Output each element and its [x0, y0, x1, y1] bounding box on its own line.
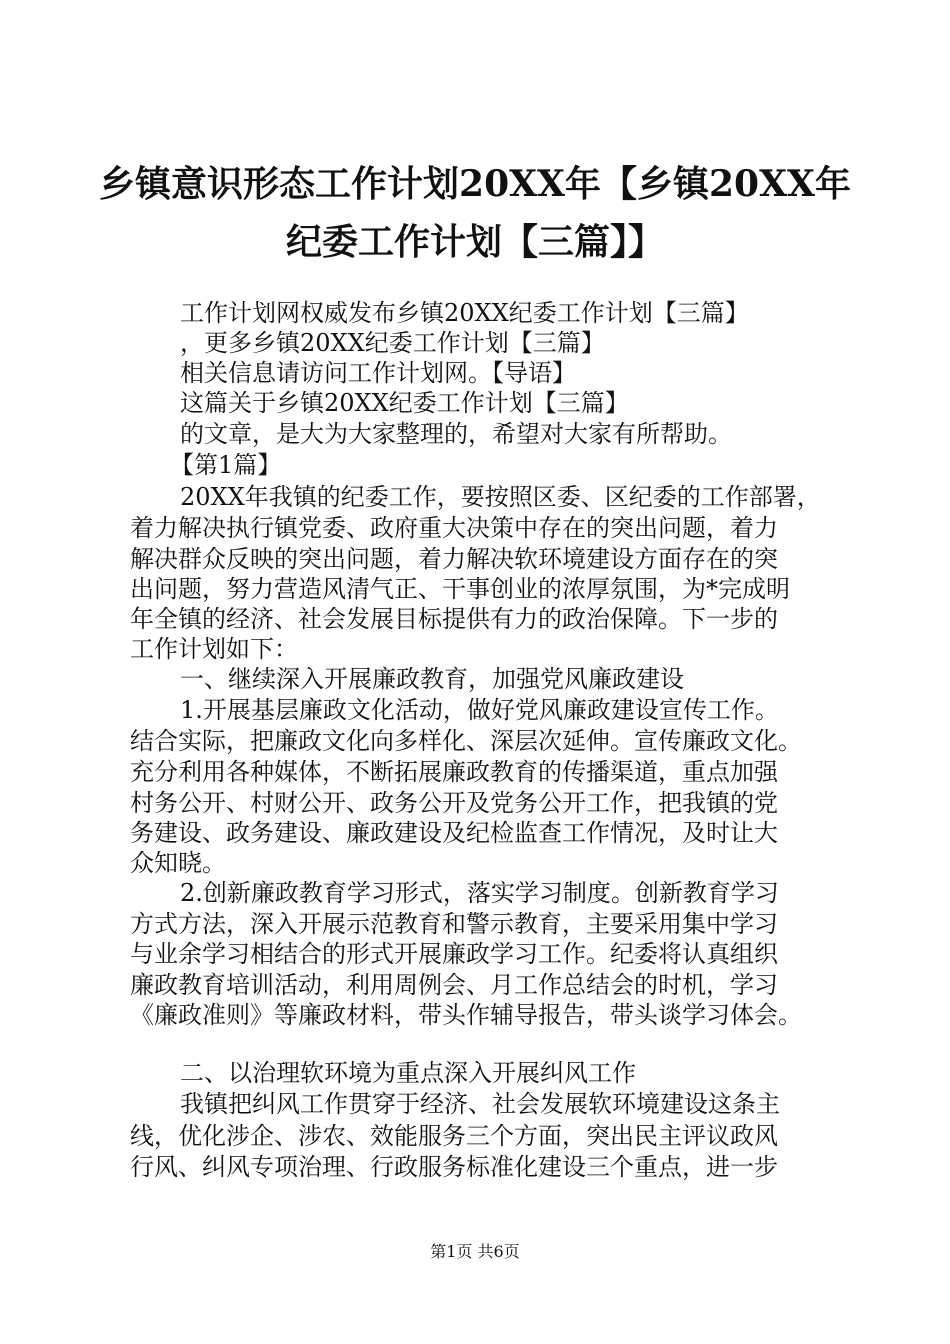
- paragraph-line: 《廉政准则》等廉政材料，带头作辅导报告，带头谈学习体会。: [130, 1001, 802, 1029]
- document-title-line-2: 纪委工作计划【三篇】】: [285, 221, 664, 263]
- paragraph-line: 充分利用各种媒体，不断拓展廉政教育的传播渠道，重点加强: [130, 758, 778, 786]
- page-number-footer: 第1页 共6页: [430, 1242, 520, 1261]
- paragraph-line: 与业余学习相结合的形式开展廉政学习工作。纪委将认真组织: [130, 940, 778, 968]
- paragraph-line: 我镇把纠风工作贯穿于经济、社会发展软环境建设这条主: [180, 1090, 780, 1118]
- paragraph-line: 着力解决执行镇党委、政府重大决策中存在的突出问题，着力: [130, 514, 778, 542]
- intro-line: ，更多乡镇20XX纪委工作计划【三篇】: [180, 329, 605, 357]
- paragraph-line: 2.创新廉政教育学习形式，落实学习制度。创新教育学习: [180, 879, 779, 907]
- paragraph-line: 解决群众反映的突出问题，着力解决软环境建设方面存在的突: [130, 545, 778, 573]
- paragraph-line: 结合实际，把廉政文化向多样化、深层次延伸。宣传廉政文化。: [130, 727, 802, 755]
- paragraph-line: 1.开展基层廉政文化活动，做好党风廉政建设宣传工作。: [180, 696, 779, 724]
- paragraph-line: 廉政教育培训活动，利用周例会、月工作总结会的时机，学习: [130, 971, 778, 999]
- section-heading: 二、以治理软环境为重点深入开展纠风工作: [180, 1059, 636, 1087]
- paragraph-line: 务建设、政务建设、廉政建设及纪检监查工作情况，及时让大: [130, 819, 778, 847]
- paragraph-line: 出问题，努力营造风清气正、干事创业的浓厚氛围，为*完成明: [130, 575, 790, 603]
- paragraph-line: 众知晓。: [130, 849, 226, 877]
- intro-line: 相关信息请访问工作计划网。【导语】: [180, 359, 576, 387]
- paragraph-line: 行风、纠风专项治理、行政服务标准化建设三个重点，进一步: [130, 1153, 778, 1181]
- section-label: 【第1篇】: [170, 451, 282, 479]
- intro-line: 的文章，是大为大家整理的，希望对大家有所帮助。: [180, 420, 732, 448]
- section-heading: 一、继续深入开展廉政教育，加强党风廉政建设: [180, 665, 684, 693]
- paragraph-line: 工作计划如下：: [130, 635, 298, 663]
- paragraph-line: 20XX年我镇的纪委工作，要按照区委、区纪委的工作部署，: [180, 483, 821, 511]
- intro-line: 工作计划网权威发布乡镇20XX纪委工作计划【三篇】: [180, 299, 749, 327]
- intro-line: 这篇关于乡镇20XX纪委工作计划【三篇】: [180, 389, 629, 417]
- document-title-line-1: 乡镇意识形态工作计划20XX年【乡镇20XX年: [99, 163, 851, 205]
- paragraph-line: 线，优化涉企、涉农、效能服务三个方面，突出民主评议政风: [130, 1122, 778, 1150]
- paragraph-line: 年全镇的经济、社会发展目标提供有力的政治保障。下一步的: [130, 605, 778, 633]
- paragraph-line: 方式方法，深入开展示范教育和警示教育，主要采用集中学习: [130, 910, 778, 938]
- paragraph-line: 村务公开、村财公开、政务公开及党务公开工作，把我镇的党: [130, 789, 778, 817]
